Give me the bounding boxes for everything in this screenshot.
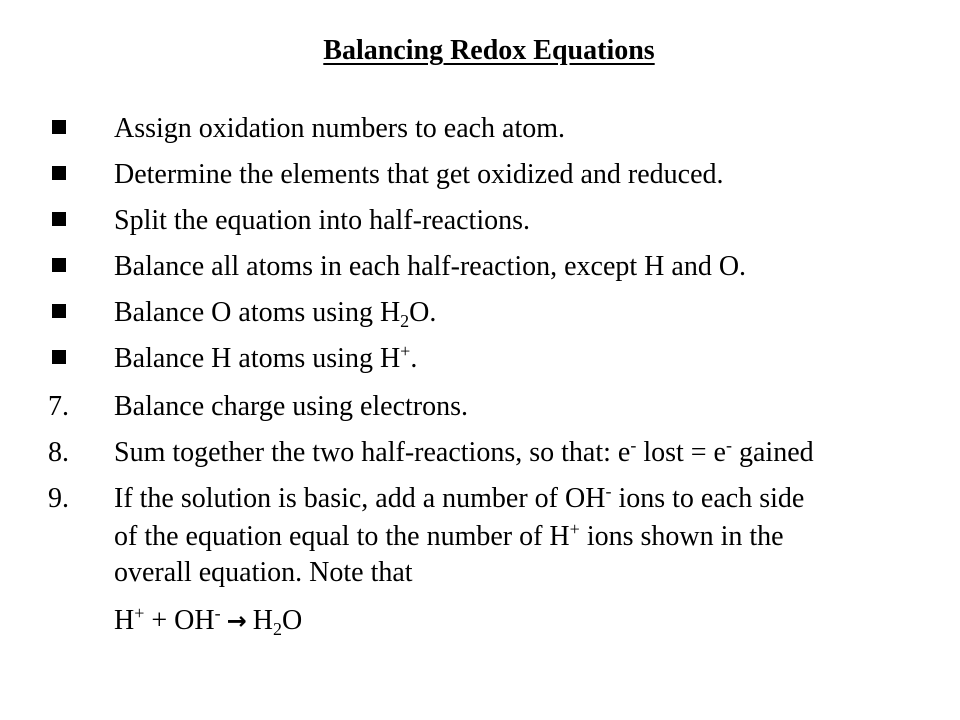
list-item-text: Sum together the two half-reactions, so that: e- lost = e- gained xyxy=(114,435,814,468)
list-number: 8. xyxy=(48,437,69,468)
list-item-text: Balance O atoms using $H_2O$. xyxy=(114,297,437,331)
list-item-text: Determine the elements that get oxidized and reduced. xyxy=(114,159,724,190)
list-item-text-line-1: If the solution is basic, add a number of OH- ions to each side xyxy=(114,481,805,514)
list-item-text: Balance H atoms using H+. xyxy=(114,341,418,374)
slide-title: Balancing Redox Equations xyxy=(323,35,655,66)
list-item-text: Assign oxidation numbers to each atom. xyxy=(114,113,566,144)
equation-text: $H^+ + OH^- \to H_2O$ xyxy=(114,603,303,639)
arrow-right-icon: → xyxy=(226,607,247,635)
list-item-text-line-2: of the equation equal to the number of H+ ions shown in the xyxy=(114,519,784,552)
list-item-text-line-3: overall equation. Note that xyxy=(114,557,413,588)
list-item-text: Split the equation into half-reactions. xyxy=(114,205,531,236)
list-number: 9. xyxy=(48,483,69,514)
list-number: 7. xyxy=(48,391,69,422)
list-item-text: Balance all atoms in each half-reaction, except H and O. xyxy=(114,251,747,282)
list-item-text: Balance charge using electrons. xyxy=(114,391,469,422)
